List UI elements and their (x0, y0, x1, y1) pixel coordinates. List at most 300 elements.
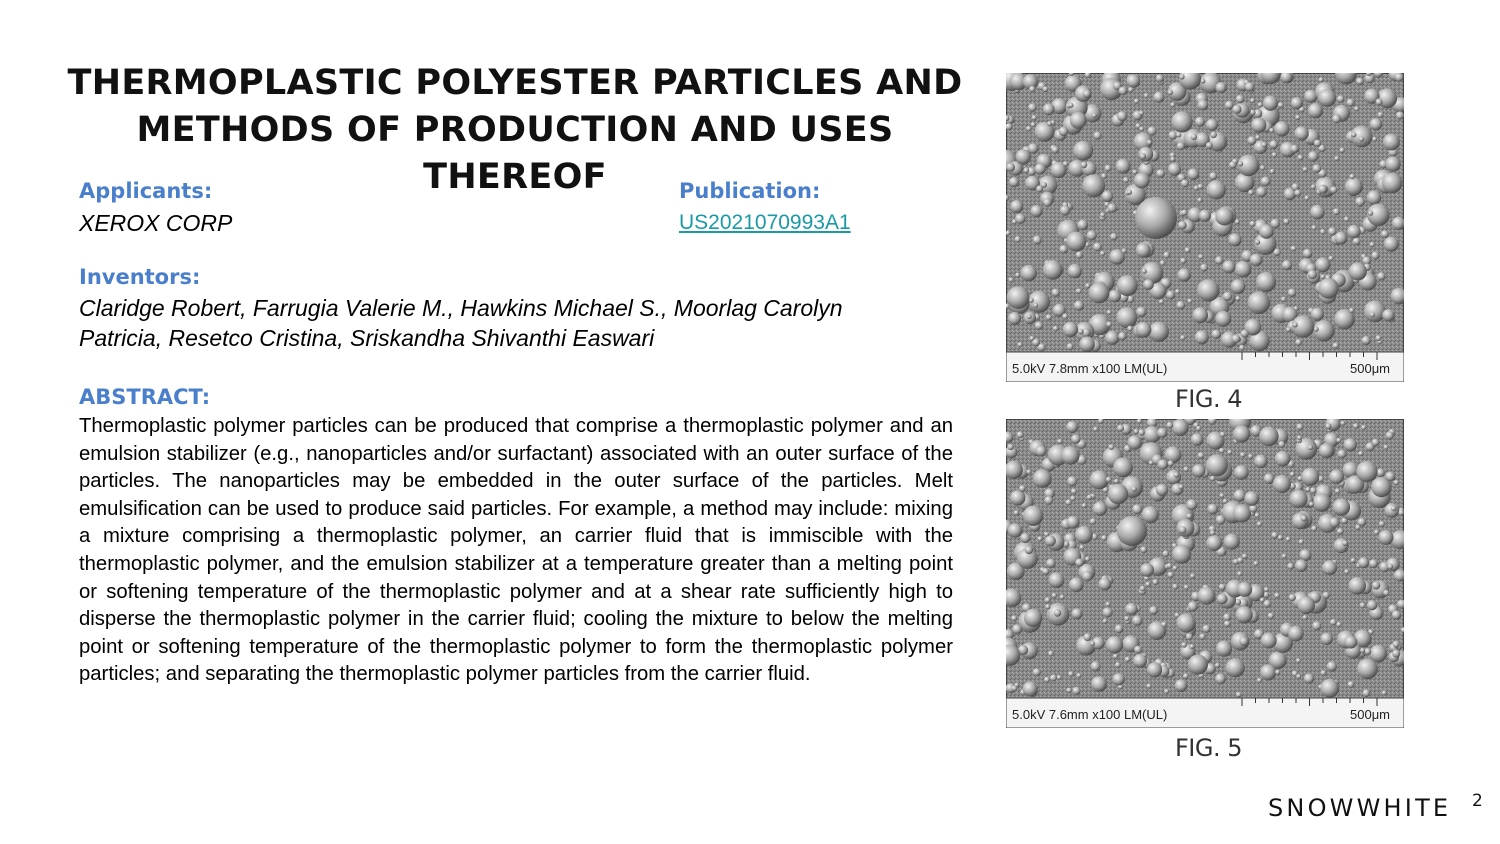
particle (1177, 613, 1196, 632)
particle (1313, 164, 1322, 173)
particle (1017, 431, 1024, 438)
particle (1108, 484, 1128, 504)
particle (1336, 438, 1341, 443)
particle (1346, 99, 1354, 107)
particle (1173, 566, 1178, 571)
particle (1296, 423, 1303, 430)
particle (1113, 457, 1133, 477)
inventors-label: Inventors: (79, 265, 201, 289)
particle (1372, 439, 1380, 447)
particle (1345, 177, 1363, 195)
particle (1053, 326, 1059, 332)
particle (1042, 568, 1049, 575)
particle (1029, 86, 1035, 92)
particle (1035, 163, 1046, 174)
particle (1320, 679, 1339, 698)
particle (1256, 272, 1276, 292)
title-line-2: METHODS OF PRODUCTION AND USES THEREOF (136, 110, 894, 197)
particle (1312, 493, 1331, 512)
particle (1332, 114, 1341, 123)
particle (1093, 243, 1102, 252)
particle (1185, 247, 1191, 253)
particle (1202, 625, 1210, 633)
particle (1066, 688, 1071, 693)
particle (1115, 662, 1121, 668)
particle (1169, 131, 1178, 140)
particle (1089, 283, 1110, 304)
particle (1250, 98, 1255, 103)
particle (1041, 182, 1047, 188)
particle (1015, 213, 1026, 224)
particle (1085, 283, 1090, 288)
particle (1233, 504, 1251, 522)
particle (1102, 191, 1113, 202)
particle (1333, 208, 1340, 215)
particle (1379, 521, 1385, 527)
particle (1367, 190, 1382, 205)
particle (1140, 153, 1146, 159)
particle (1186, 633, 1193, 640)
particle (1028, 143, 1039, 154)
particle (1196, 426, 1201, 431)
particle (1156, 484, 1168, 496)
particle (1364, 648, 1371, 655)
particle (1262, 142, 1267, 147)
particle (1344, 438, 1357, 451)
figure-5-scale: 500μm (1350, 707, 1391, 722)
particle (1176, 132, 1181, 137)
particle (1351, 132, 1356, 137)
particle (1206, 535, 1222, 551)
particle (1146, 683, 1151, 688)
particle (1348, 577, 1366, 595)
particle (1244, 491, 1259, 506)
particle (1382, 309, 1394, 321)
particle (1083, 90, 1091, 98)
particle (1248, 292, 1271, 315)
particle (1114, 479, 1119, 484)
particle (1354, 106, 1359, 111)
particle (1103, 619, 1108, 624)
particle (1051, 146, 1059, 154)
particle (1136, 243, 1151, 258)
particle (1318, 89, 1336, 107)
particle (1175, 679, 1188, 692)
particle (1067, 343, 1074, 350)
particle (1271, 532, 1278, 539)
particle (1060, 205, 1070, 215)
particle (1025, 546, 1033, 554)
particle (1067, 476, 1077, 486)
particle (1382, 173, 1403, 194)
particle (1072, 687, 1080, 695)
particle (1070, 112, 1087, 129)
particle (1308, 151, 1319, 162)
particle (1113, 654, 1118, 659)
particle (1172, 419, 1189, 436)
particle (1319, 443, 1334, 458)
particle (1172, 545, 1191, 564)
particle (1192, 307, 1208, 323)
particle (1071, 434, 1081, 444)
snowwhite-logo (1268, 786, 1488, 831)
particle (1251, 118, 1266, 133)
particle (1191, 134, 1197, 140)
particle (1178, 268, 1191, 281)
particle (1048, 651, 1054, 657)
particle (1019, 485, 1026, 492)
particle (1274, 593, 1280, 599)
particle (1015, 236, 1021, 242)
particle (1077, 288, 1082, 293)
particle (1033, 303, 1038, 308)
particle (1011, 615, 1017, 621)
particle (1362, 689, 1370, 697)
particle (1261, 176, 1271, 186)
particle (1333, 343, 1339, 349)
particle (1330, 186, 1337, 193)
particle (1215, 663, 1220, 668)
particle (1198, 254, 1203, 259)
particle (1136, 307, 1146, 317)
particle (1134, 646, 1142, 654)
particle (1286, 537, 1291, 542)
sem-micrograph-4 (1006, 73, 1404, 382)
particle (1301, 515, 1307, 521)
particle (1314, 140, 1321, 147)
publication-link[interactable]: US2021070993A1 (679, 211, 851, 234)
particle (1174, 472, 1180, 478)
particle (1037, 536, 1042, 541)
particle (1068, 103, 1073, 108)
particle (1290, 145, 1299, 154)
particle (1066, 516, 1079, 529)
particle (1093, 427, 1098, 432)
particle (1049, 572, 1065, 588)
particle (1163, 550, 1170, 557)
particle (1191, 433, 1204, 446)
particle (1036, 446, 1047, 457)
particle (1145, 582, 1150, 587)
particle (1199, 634, 1205, 640)
particle (1351, 558, 1356, 563)
particle (1228, 233, 1241, 246)
particle (1046, 314, 1052, 320)
particle (1372, 581, 1380, 589)
particle (1321, 633, 1333, 645)
particle (1314, 327, 1319, 332)
particle (1295, 339, 1302, 346)
particle (1138, 429, 1145, 436)
particle (1303, 167, 1308, 172)
particle (1290, 490, 1308, 508)
particle (1091, 661, 1101, 671)
particle (1180, 335, 1185, 340)
particle (1141, 546, 1148, 553)
particle (1157, 428, 1167, 438)
particle (1127, 326, 1133, 332)
particle (1282, 554, 1287, 559)
particle (1179, 484, 1184, 489)
particle (1054, 609, 1061, 616)
particle (1052, 593, 1057, 598)
particle (1311, 225, 1316, 230)
particle (1026, 469, 1031, 474)
particle (1010, 200, 1023, 213)
particle (1358, 451, 1363, 456)
particle (1239, 637, 1248, 646)
particle (1261, 633, 1277, 649)
particle (1118, 332, 1126, 340)
particle (1105, 331, 1119, 345)
particle (1075, 526, 1093, 544)
particle (1134, 173, 1150, 189)
particle (1076, 252, 1083, 259)
particle (1117, 425, 1124, 432)
particle (1180, 258, 1186, 264)
particle (1268, 613, 1275, 620)
particle (1106, 477, 1112, 483)
particle (1378, 112, 1384, 118)
particle (1136, 322, 1152, 338)
particle (1305, 196, 1310, 201)
particle (1360, 602, 1366, 608)
particle (1231, 279, 1246, 294)
particle (1303, 249, 1313, 259)
particle (1236, 95, 1245, 104)
particle (1372, 137, 1377, 142)
particle (1132, 504, 1142, 514)
particle (1339, 148, 1344, 153)
particle (1232, 334, 1241, 343)
particle (1347, 225, 1361, 239)
particle (1219, 493, 1224, 498)
particle (1303, 615, 1308, 620)
particle (1220, 432, 1226, 438)
particle (1082, 503, 1087, 508)
particle (1283, 218, 1289, 224)
particle (1255, 135, 1260, 140)
particle (1079, 336, 1095, 352)
particle (1057, 439, 1062, 444)
particle (1308, 270, 1317, 279)
particle (1393, 641, 1400, 648)
particle (1383, 445, 1388, 450)
particle (1033, 236, 1042, 245)
particle (1368, 211, 1373, 216)
particle (1153, 92, 1164, 103)
particle (1116, 307, 1137, 328)
particle (1241, 330, 1249, 338)
particle (1182, 210, 1188, 216)
particle (1256, 187, 1266, 197)
sem-micrograph-5 (1006, 419, 1404, 728)
particle (1206, 142, 1213, 149)
particle (1200, 79, 1205, 84)
particle (1299, 539, 1304, 544)
particle (1091, 676, 1107, 692)
particle (1321, 670, 1327, 676)
particle (1224, 621, 1231, 628)
particle (1015, 273, 1020, 278)
particle (1178, 221, 1187, 230)
particle (1066, 499, 1072, 505)
particle (1023, 506, 1043, 526)
particle (1337, 528, 1344, 535)
particle (1215, 256, 1223, 264)
particle (1183, 467, 1188, 472)
particle (1198, 184, 1203, 189)
particle (1237, 557, 1243, 563)
particle (1287, 563, 1294, 570)
particle (1082, 174, 1105, 197)
particle (1255, 513, 1260, 518)
particle (1292, 513, 1309, 530)
particle (1301, 468, 1319, 486)
particle (1322, 560, 1337, 575)
particle (1297, 596, 1315, 614)
particle (1209, 172, 1217, 180)
particle (1217, 594, 1228, 605)
particle (1092, 113, 1097, 118)
particle (1043, 86, 1049, 92)
particle (1293, 322, 1298, 327)
particle (1226, 658, 1245, 677)
particle (1225, 101, 1234, 110)
particle (1127, 435, 1142, 450)
particle (1394, 480, 1399, 485)
particle (1164, 689, 1169, 694)
particle (1119, 86, 1128, 95)
particle (1059, 127, 1069, 137)
particle (1188, 655, 1208, 675)
particle (1081, 162, 1088, 169)
particle (1278, 441, 1285, 448)
particle (1259, 427, 1279, 447)
particle (1062, 313, 1068, 319)
particle (1106, 602, 1111, 607)
particle (1147, 140, 1152, 145)
particle (1134, 429, 1139, 434)
particle (1105, 165, 1112, 172)
particle (1333, 498, 1350, 515)
particle (1138, 147, 1153, 162)
particle (1139, 126, 1144, 131)
particle (1170, 157, 1175, 162)
particle (1007, 444, 1013, 450)
particle (1168, 163, 1181, 176)
particle (1298, 155, 1304, 161)
particle (1171, 111, 1192, 132)
particle (1177, 142, 1185, 150)
particle (1337, 450, 1346, 459)
particle (1384, 237, 1399, 252)
particle (1337, 95, 1344, 102)
particle (1181, 179, 1189, 187)
particle (1166, 470, 1181, 485)
particle (1125, 603, 1137, 615)
particle (1269, 140, 1278, 149)
particle (1140, 586, 1146, 592)
particle (1215, 311, 1231, 327)
particle (1014, 510, 1019, 515)
particle (1131, 486, 1136, 491)
particle (1381, 230, 1389, 238)
particle (1009, 177, 1019, 187)
particle (1087, 495, 1092, 500)
particle (1350, 174, 1355, 179)
particle (1370, 312, 1375, 317)
particle (1356, 77, 1364, 85)
particle (1250, 254, 1263, 267)
figure-5-info: 5.0kV 7.6mm x100 LM(UL) (1012, 707, 1168, 722)
particle (1334, 156, 1339, 161)
particle (1247, 136, 1256, 145)
particle (1349, 308, 1354, 313)
particle (1342, 540, 1348, 546)
particle (1100, 212, 1105, 217)
particle (1296, 658, 1301, 663)
particle (1192, 464, 1205, 477)
particle (1066, 421, 1078, 433)
particle (1009, 277, 1014, 282)
particle (1035, 321, 1044, 330)
particle (1134, 99, 1139, 104)
particle (1369, 559, 1378, 568)
particle (1232, 105, 1241, 114)
inventors-line-2: Patricia, Resetco Cristina, Sriskandha Shivanthi Easwari (79, 325, 655, 351)
particle (1156, 169, 1165, 178)
particle (1068, 671, 1074, 677)
particle (1392, 649, 1400, 657)
particle (1258, 102, 1263, 107)
particle (1229, 161, 1236, 168)
particle (1364, 300, 1386, 322)
particle (1168, 460, 1174, 466)
particle (1344, 217, 1349, 222)
particle (1211, 329, 1221, 339)
particle (1383, 590, 1389, 596)
particle (1045, 535, 1056, 546)
particle (1157, 459, 1168, 470)
abstract-text: Thermoplastic polymer particles can be produced that comprise a thermoplastic polymer and an emulsion stabilizer (e.g., nanoparticles and/or surfactant) associated with an outer surface of the particles. The nanoparticles may be embedded in the outer surface of the particles. Melt emulsification can be used to produce said particles. For example, a method may include: mixing a mixture comprising a thermoplastic polymer, an carrier fluid that is immiscible with the thermoplastic polymer, and the emulsion stabilizer at a temperature greater than a melting point or softening temperature of the thermoplastic polymer and at a shear rate sufficiently high to disperse the thermoplastic polymer in the carrier fluid; cooling the mixture to below the melting point or softening temperature of the thermoplastic polymer to form the thermoplastic polymer particles; and separating the thermoplastic polymer particles from the carrier fluid. (79, 415, 953, 686)
particle (1318, 278, 1339, 299)
particle (1249, 221, 1255, 227)
particle (1016, 149, 1031, 164)
particle (1132, 615, 1143, 626)
particle (1216, 641, 1232, 657)
particle (1063, 161, 1068, 166)
particle (1308, 445, 1313, 450)
particle (1296, 674, 1301, 679)
particle (1012, 624, 1022, 634)
particle (1320, 274, 1325, 279)
particle (1181, 642, 1187, 648)
particle (1143, 279, 1154, 290)
particle (1117, 275, 1138, 296)
particle (1335, 488, 1340, 493)
particle (1106, 321, 1112, 327)
particle (1147, 662, 1162, 677)
particle (1385, 156, 1400, 171)
particle (1128, 87, 1133, 92)
particle-large (1117, 516, 1147, 546)
particle (1156, 74, 1164, 82)
particle (1179, 526, 1186, 533)
particle (1045, 597, 1051, 603)
particle (1031, 122, 1036, 127)
logo-superscript: 2 (1472, 791, 1483, 811)
